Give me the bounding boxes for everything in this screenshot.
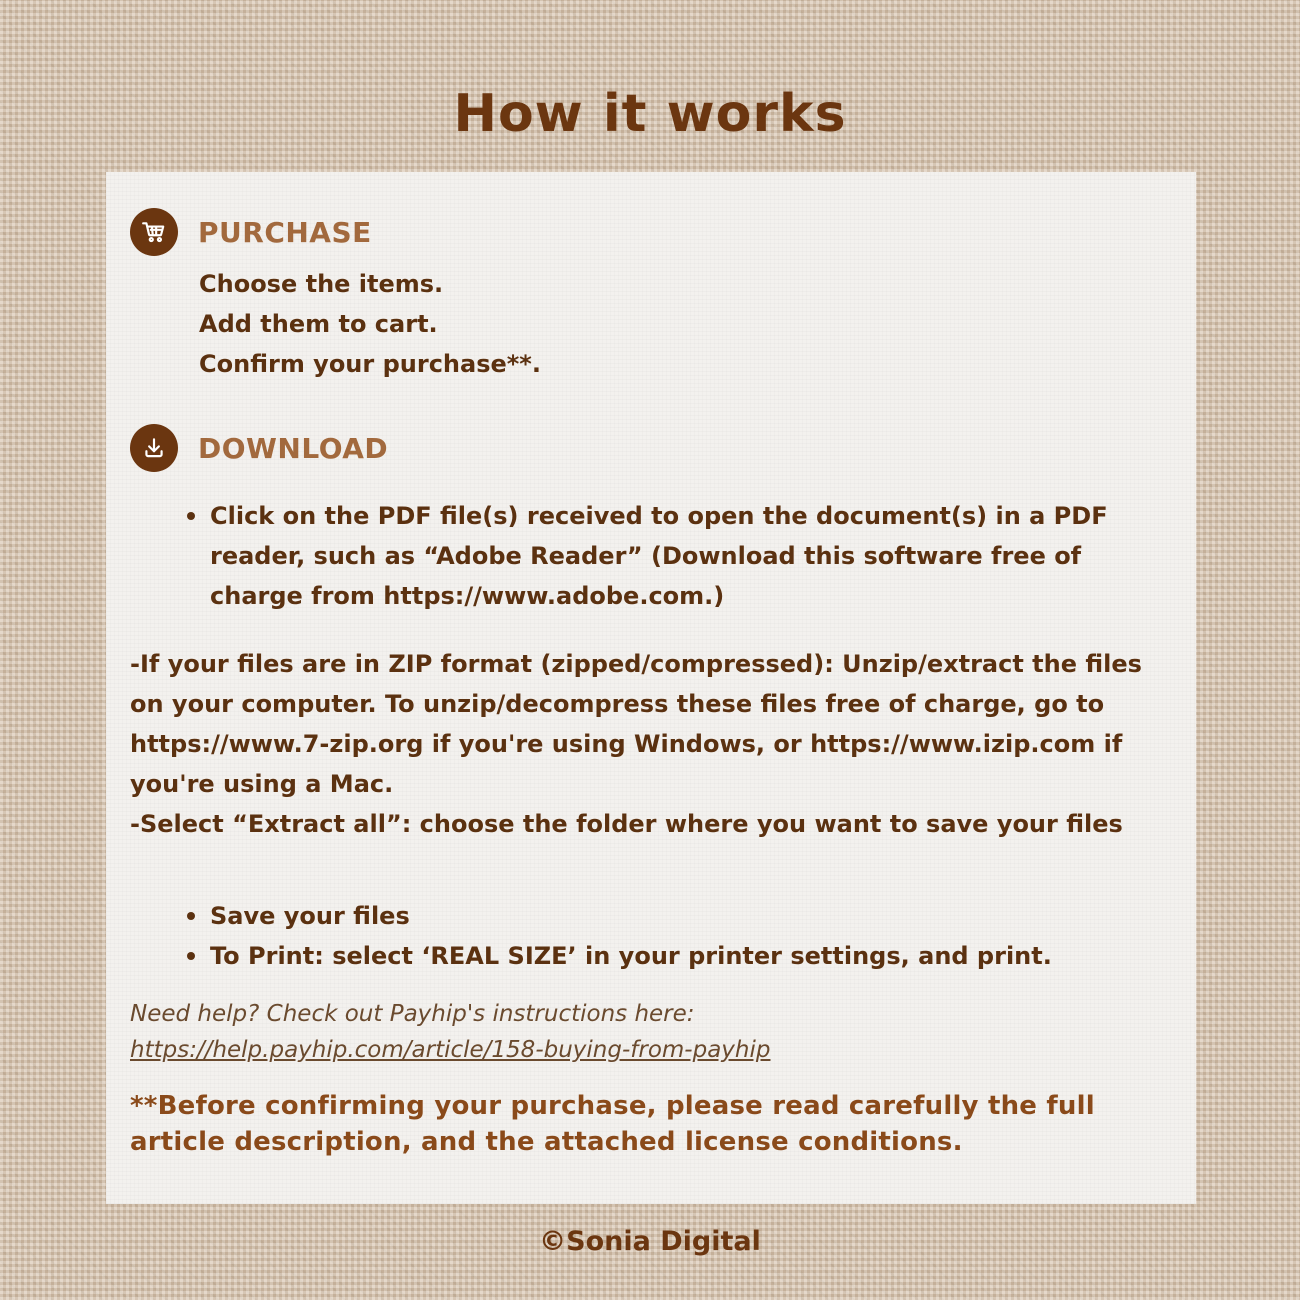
help-text: Need help? Check out Payhip's instructions here:	[130, 1001, 695, 1027]
purchase-step: Add them to cart.	[199, 310, 438, 338]
purchase-warning: **Before confirming your purchase, please read carefully the full article description, and the attached license conditions.	[130, 1091, 1095, 1157]
purchase-heading: PURCHASE	[198, 215, 372, 249]
page-title: How it works	[453, 84, 847, 144]
download-icon	[130, 424, 178, 472]
download-bullet: Click on the PDF file(s) received to open the document(s) in a PDF reader, such as “Adobe Reader” (Download this software free of charge from https://www.adobe.com.)	[210, 496, 1150, 616]
download-section-header	[130, 424, 388, 472]
purchase-step: Choose the items.	[199, 270, 444, 298]
purchase-steps	[199, 264, 541, 384]
download-bullets	[210, 496, 1150, 616]
extract-instructions: -Select “Extract all”: choose the folder where you want to save your files	[130, 810, 1123, 838]
instructions-card	[106, 172, 1196, 1204]
final-bullets	[210, 896, 1150, 976]
help-note	[130, 996, 1170, 1068]
zip-instructions: -If your files are in ZIP format (zipped/compressed): Unzip/extract the files on your computer. To unzip/decompress these files free of charge, go to https://www.7-zip.org if you're using Windows, or https://www.izip.com if you're using a Mac.	[130, 650, 1142, 798]
print-bullet: To Print: select ‘REAL SIZE’ in your printer settings, and print.	[210, 936, 1150, 976]
save-files-bullet: Save your files	[210, 896, 1150, 936]
download-heading: DOWNLOAD	[198, 431, 389, 465]
purchase-section-header	[130, 208, 372, 256]
purchase-step: Confirm your purchase**.	[199, 350, 541, 378]
help-link[interactable]: https://help.payhip.com/article/158-buying-from-payhip	[130, 1037, 771, 1063]
cart-icon	[130, 208, 178, 256]
copyright-footer: ©Sonia Digital	[539, 1226, 761, 1257]
